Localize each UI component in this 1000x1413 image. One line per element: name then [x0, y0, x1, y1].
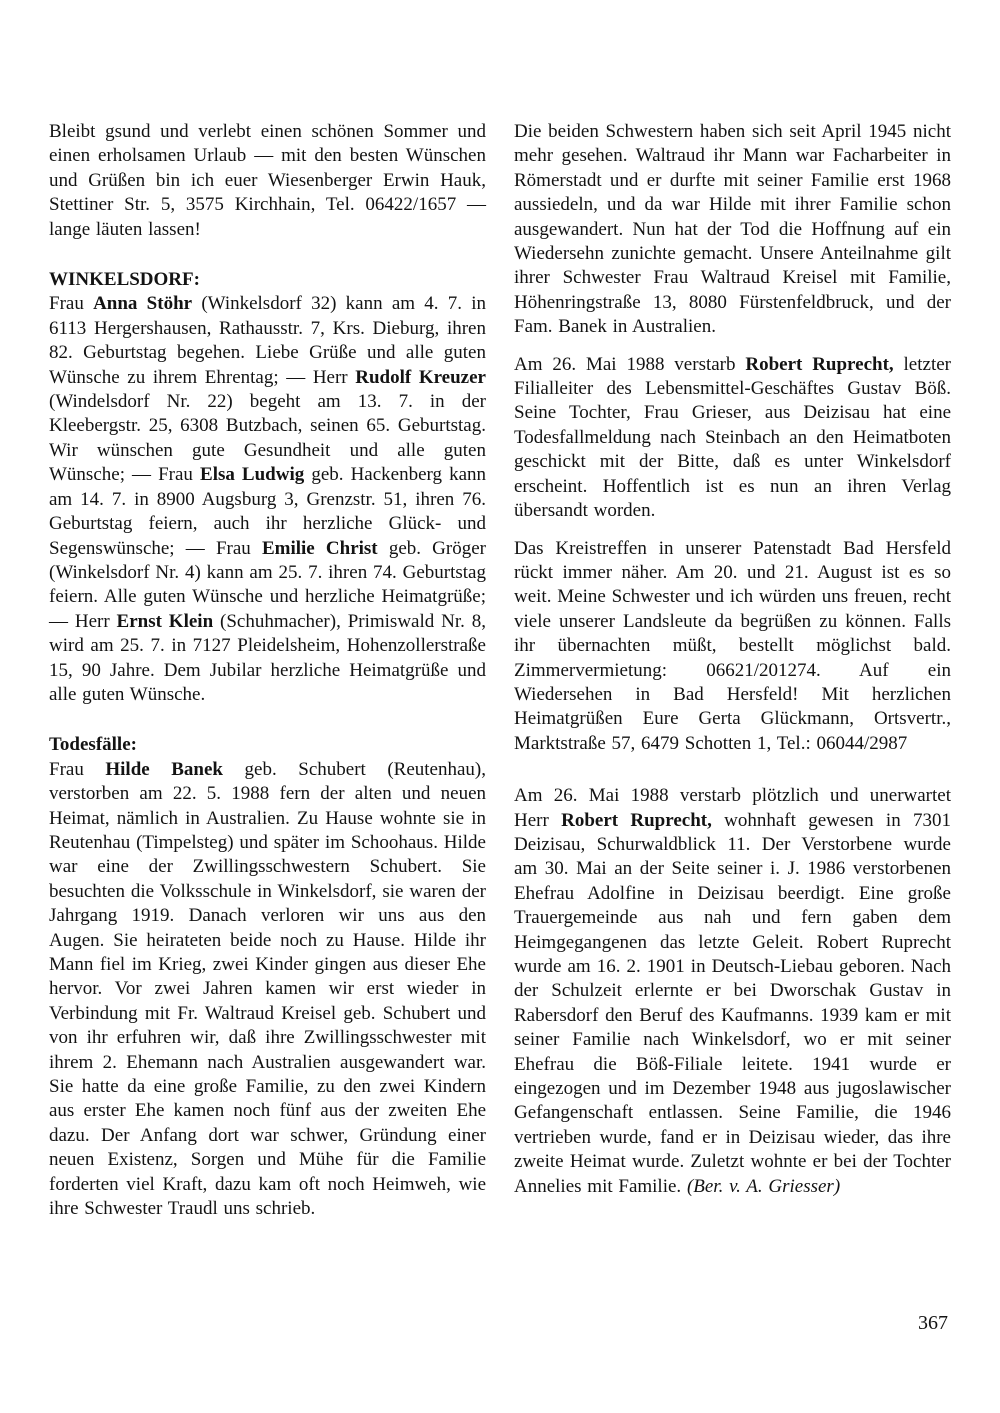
page-number: 367 [918, 1312, 948, 1334]
greeting-continuation-paragraph [49, 120, 486, 242]
left-column [49, 120, 486, 1221]
text-run: Bleibt gsund und verlebt einen schönen Sommer und einen erholsamen Urlaub — mit den besten Wünschen und Grüßen bin ich euer Wiesenberger Erwin Hauk, Stettiner Str. 5, 3575 Kirchhain, Tel. 06422/1657 — lange läuten lassen! [49, 121, 486, 240]
text-run: Am 26. Mai 1988 verstarb [514, 353, 746, 375]
bold-text-run: Emilie Christ [261, 537, 378, 559]
text-run: geb. Gröger (Winkelsdorf Nr. 4) kann am 25. 7. ihren 74. Geburtstag feiern. Alle guten Wünsche und herzliche Heimatgrüße; — Herr [49, 537, 486, 632]
text-run: Die beiden Schwestern haben sich seit April 1945 nicht mehr gesehen. Waltraud ihr Mann war Facharbeiter in Römerstadt und er durfte mit seiner Familie erst 1968 aussiedeln, und da war Hilde mit ihrer Familie schon ausgewandert. Nun hat der Tod die Hoffnung auf ein Wiedersehn zunichte gemacht. Unsere Anteilnahme gilt ihrer Schwester Frau Waltraud Kreisel mit Familie, Höhenringstraße 13, 8080 Fürstenfeldbruck, und der Fam. Banek in Australien. [514, 121, 951, 338]
italic-text-run: (Ber. v. A. Griesser) [686, 1175, 841, 1197]
bold-text-run: Todesfälle: [49, 734, 137, 756]
bold-text-run: WINKELSDORF: [49, 269, 200, 291]
obituary-banek-paragraph [49, 758, 486, 1222]
bold-text-run: Robert Ruprecht, [561, 809, 712, 831]
bold-text-run: Hilde Banek [105, 758, 223, 780]
bold-text-run: Elsa Ludwig [200, 464, 305, 486]
sisters-paragraph [514, 120, 951, 340]
section-heading-todesfaelle [49, 733, 486, 757]
text-run: Das Kreistreffen in unserer Patenstadt Bad Hersfeld rückt immer näher. Am 20. und 21. August ist es so weit. Meine Schwester und ich würden uns freuen, recht viele unserer Landsleute da begrüßen zu können. Falls ihr übernachten müßt, bestellt möglichst bald. Zimmervermietung: 06621/201274. Auf ein Wiedersehen in Bad Hersfeld! Mit herzlichen Heimatgrüßen Eure Gerta Glückmann, Ortsvertr., Marktstraße 57, 6479 Schotten 1, Tel.: 06044/2987 [514, 537, 951, 754]
right-column [514, 120, 951, 1199]
bold-text-run: Anna Stöhr [93, 293, 193, 315]
text-run: geb. Hackenberg kann am 14. 7. in 8900 Augsburg 3, Grenzstr. 51, ihren 76. Geburtstag feiern, auch ihr herzliche Glück- und Segenswünsche; — Frau [49, 464, 487, 559]
two-column-layout [49, 120, 951, 1221]
text-run: Frau [49, 293, 94, 315]
section-heading-winkelsdorf [49, 268, 486, 292]
text-run: geb. Schubert (Reutenhau), verstorben am 22. 5. 1988 fern der alten und neuen Heimat, nämlich in Australien. Zu Hause wohnte sie in Reutenhau (Timpelsteg) und später im Schoohaus. Hilde war eine der Zwillingsschwestern Schubert. Sie besuchten die Volksschule in Winkelsdorf, sie waren der Jahrgang 1919. Danach verloren wir uns aus den Augen. Sie heirateten beide noch zu Hause. Hilde ihr Mann fiel im Krieg, zwei Kinder gingen aus dieser Ehe hervor. Vor zwei Jahren kamen wir erst wieder in Verbindung mit Fr. Waltraud Kreisel geb. Schubert und von ihr erfuhren wir, daß ihre Zwillingsschwester mit ihrem 2. Ehemann nach Australien ausgewandert war. Sie hatte da eine große Familie, zu den zwei Kindern aus erster Ehe kamen noch fünf aus der zweiten Ehe dazu. Der Anfang dort war schwer, Gründung einer neuen Existenz, Sorgen und Mühe für die Familie forderten viel Kraft, dazu kam oft noch Heimweh, wie ihre Schwester Traudl uns schrieb. [49, 758, 486, 1220]
text-run: (Windelsdorf Nr. 22) begeht am 13. 7. in der Kleebergstr. 25, 6308 Butzbach, seinen 65. Geburtstag. Wir wünschen gute Gesundheit und alle guten Wünsche; — Frau [49, 391, 486, 486]
text-run: letzter Filialleiter des Lebensmittel-Geschäftes Gustav Böß. Seine Tochter, Frau Grieser, aus Deizisau hat eine Todesfallmeldung nach Steinbach an den Heimatboten geschickt mit der Bitte, daß es unter Winkelsdorf erscheint. Hoffentlich ist es nun an ihren Verlag übersandt worden. [514, 353, 951, 522]
bold-text-run: Rudolf Kreuzer [355, 366, 486, 388]
text-run: Am 26. Mai 1988 verstarb plötzlich und unerwartet Herr [514, 785, 951, 831]
bold-text-run: Robert Ruprecht, [745, 353, 894, 375]
obituary-ruprecht-detail-paragraph [514, 784, 951, 1199]
text-run: (Winkelsdorf 32) kann am 4. 7. in 6113 Hergershausen, Rathausstr. 7, Krs. Dieburg, ihren 82. Geburtstag begehen. Liebe Grüße und alle guten Wünsche zu ihrem Ehrentag; — Herr [49, 293, 487, 388]
birthdays-paragraph [49, 292, 486, 707]
text-run: Frau [49, 758, 106, 780]
text-run: (Schuhmacher), Primiswald Nr. 8, wird am 25. 7. in 7127 Pleidelsheim, Hohenzollerstraße 15, 90 Jahre. Dem Jubilar herzliche Heimatgrüße und alle guten Wünsche. [49, 610, 486, 705]
bold-text-run: Ernst Klein [116, 610, 214, 632]
obituary-ruprecht-notice-paragraph [514, 353, 951, 524]
text-run: wohnhaft gewesen in 7301 Deizisau, Schurwaldblick 11. Der Verstorbene wurde am 30. Mai an der Seite seiner i. J. 1986 verstorbenen Ehefrau Adolfine in Deizisau beerdigt. Eine große Trauergemeinde aus nah und fern gaben dem Heimgegangenen das letzte Geleit. Robert Ruprecht wurde am 16. 2. 1901 in Deutsch-Liebau geboren. Nach der Schulzeit erlernte er bei Dworschak Gustav in Rabersdorf den Beruf des Kaufmanns. 1939 kam er mit seiner Familie nach Winkelsdorf, wo er mit seiner Ehefrau die Böß-Filiale leitete. 1941 wurde er eingezogen und im Dezember 1948 aus jugoslawischer Gefangenschaft entlassen. Seine Familie, die 1946 vertrieben wurde, fand er in Deizisau wieder, das ihre zweite Heimat wurde. Zuletzt wohnte er bei der Tochter Annelies mit Familie. [514, 809, 951, 1197]
kreistreffen-paragraph [514, 537, 951, 757]
